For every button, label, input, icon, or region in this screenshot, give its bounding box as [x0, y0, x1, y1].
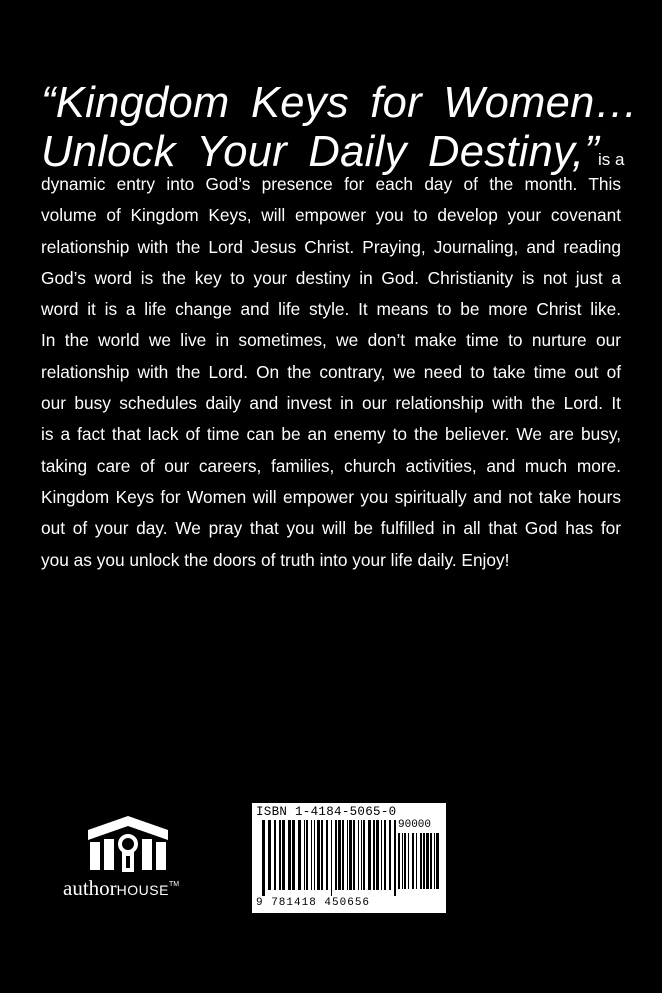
barcode-bar	[430, 833, 432, 889]
barcode-bar	[304, 820, 305, 890]
barcode-bar	[376, 820, 379, 890]
barcode-bar	[268, 820, 271, 890]
barcode-bar	[412, 833, 414, 889]
barcode-bar	[298, 820, 301, 890]
blurb-line: relationship with the Lord. On the contrary, we need to take time out of	[41, 361, 621, 382]
price-code: 90000	[398, 819, 432, 831]
blurb-line: dynamic entry into God’s presence for each day of the month. This	[41, 174, 621, 194]
barcode-bar	[404, 833, 406, 889]
blurb-line: you as you unlock the doors of truth into your life daily. Enjoy!	[41, 549, 510, 570]
barcode-bar	[394, 820, 396, 896]
barcode-bar	[262, 820, 265, 896]
barcode-bar	[353, 820, 355, 890]
publisher-name	[63, 876, 179, 901]
isbn-number: ISBN 1-4184-5065-0	[256, 805, 397, 819]
blurb-line: word it is a life change and life style. It means to be more Christ like.	[41, 299, 621, 320]
barcode-bar	[381, 820, 382, 890]
trademark-symbol: TM	[168, 881, 180, 888]
blurb-line: out of your day. We pray that you will be fulfilled in all that God has for	[41, 518, 621, 539]
barcode-bar	[347, 820, 348, 890]
blurb-line: volume of Kingdom Keys, will empower you to develop your covenant	[41, 205, 621, 226]
barcode-addon-bars	[398, 833, 440, 895]
barcode-bar	[288, 820, 291, 890]
barcode-bar	[423, 833, 425, 889]
publisher-name-part2: HOUSE	[116, 882, 169, 898]
blurb-line: our busy schedules daily and invest in our relationship with the Lord. It	[41, 393, 621, 414]
barcode-bar	[326, 820, 328, 890]
blurb-line: is a fact that lack of time can be an enemy to the believer. We are busy,	[41, 424, 621, 445]
barcode-bar	[416, 833, 417, 889]
barcode-bar	[321, 820, 323, 890]
barcode-bar	[331, 820, 332, 896]
blurb-line: taking care of our careers, families, church activities, and much more.	[41, 455, 621, 476]
barcode-bar	[349, 820, 352, 890]
barcode-bar	[408, 833, 409, 889]
barcode-bar	[274, 820, 276, 890]
barcode-bar	[426, 833, 429, 889]
title-line-2: Unlock Your Daily Destiny,”	[41, 128, 600, 176]
barcode-bar	[306, 820, 308, 890]
barcode-bar	[363, 820, 365, 890]
title-tail-text: is a	[598, 150, 625, 169]
blurb-line: God’s word is the key to your destiny in God. Christianity is not just a	[41, 267, 621, 288]
barcode-bar	[384, 820, 386, 890]
barcode-bar	[282, 820, 285, 890]
barcode-bar	[436, 833, 439, 889]
barcode-bar	[361, 820, 362, 890]
barcode-bar	[368, 820, 371, 890]
blurb-line: relationship with the Lord Jesus Christ. Praying, Journaling, and reading	[41, 236, 621, 257]
barcode-bar	[398, 833, 400, 889]
barcode-bars	[262, 820, 396, 896]
barcode-bar	[317, 820, 320, 890]
barcode-bar	[292, 820, 295, 890]
barcode-bar	[335, 820, 337, 890]
barcode-bar	[338, 820, 341, 890]
barcode-bar	[342, 820, 344, 890]
barcode-bar	[389, 820, 391, 890]
barcode-bar	[402, 833, 403, 889]
title-line-1: “Kingdom Keys for Women…	[41, 79, 639, 127]
barcode-bar	[358, 820, 359, 890]
ean-number: 9 781418 450656	[256, 897, 371, 909]
barcode-bar	[311, 820, 312, 890]
barcode-bar	[314, 820, 315, 890]
barcode-bar	[373, 820, 375, 890]
blurb-line: In the world we live in sometimes, we don’t make time to nurture our	[41, 330, 621, 351]
blurb-paragraph	[41, 169, 621, 576]
publisher-name-part1: author	[63, 876, 117, 900]
barcode-bar	[434, 833, 435, 889]
barcode-bar	[279, 820, 281, 890]
barcode-bar	[420, 833, 422, 889]
blurb-line: Kingdom Keys for Women will empower you spiritually and not take hours	[41, 486, 621, 507]
isbn-barcode	[252, 803, 446, 913]
